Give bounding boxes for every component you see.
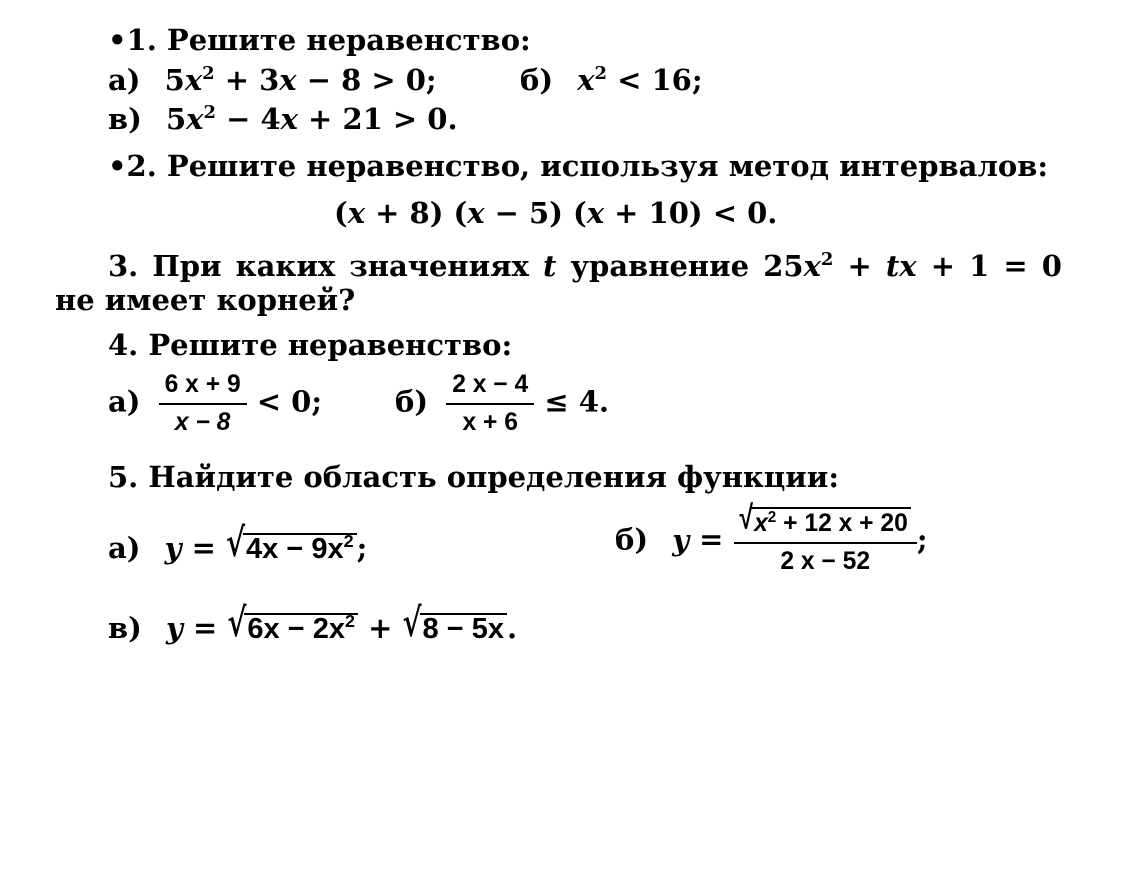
task1-b-var: x [577, 63, 595, 97]
task5-c-sup: 2 [344, 611, 355, 632]
task5-b-denominator: 2 x − 52 [780, 547, 871, 575]
task5-b-numerator [734, 499, 917, 544]
task5-item-b [615, 499, 928, 576]
task3-param: t [542, 249, 557, 283]
task1-c-label: в) [108, 102, 142, 136]
task4-b-numerator: 2 x − 4 [446, 370, 534, 405]
task5-a-end: ; [356, 531, 368, 565]
task3-text: + 1 = 0 [916, 249, 1062, 283]
task5-b-num-var: x [754, 510, 768, 537]
sqrt-icon: √ [739, 499, 754, 537]
task5-a-sup: 2 [343, 531, 354, 552]
task4-b-relation: ≤ 4. [544, 384, 610, 419]
task1-c-var2: x [280, 102, 298, 136]
task5-b-fraction [734, 499, 917, 576]
task1-a-term: + 3 [214, 63, 280, 97]
task4-item-a [108, 370, 322, 437]
task4-a-numerator: 6 x + 9 [159, 370, 247, 405]
task3-text: 3. При каких значениях [108, 249, 543, 283]
task4-a-relation: < 0; [256, 384, 323, 419]
task1-b-sup: 2 [594, 63, 607, 85]
task2-title: •2. Решите неравенство, используя метод интервалов: [108, 149, 1049, 183]
task1-c-sup: 2 [203, 102, 216, 124]
task4-a-denominator: x − 8 [174, 408, 231, 436]
task3-var: x [803, 249, 821, 283]
task5-a-y: y [164, 531, 182, 565]
task2-var: x [347, 196, 366, 230]
task4-item-b [395, 370, 609, 437]
task5-b-end: ; [916, 522, 928, 557]
task5-item-a [108, 519, 368, 566]
task4-b-fraction [446, 370, 534, 437]
task1-item-c [108, 102, 458, 136]
task3-text: уравнение 25 [556, 249, 804, 283]
task1-title: •1. Решите неравенство: [108, 23, 531, 57]
task2-var: x [586, 196, 605, 230]
task1-a-rest: − 8 > 0; [296, 63, 437, 97]
task5-a-eq: = [181, 531, 226, 565]
task5-c-y: y [165, 611, 183, 645]
task1-c-rest: + 21 > 0. [297, 102, 458, 136]
task5-b-num-sup: 2 [767, 508, 777, 526]
task5-b-num-rest: + 12 x + 20 [776, 510, 908, 537]
task1-item-a [108, 63, 437, 97]
task4-a-fraction [159, 370, 247, 437]
sqrt-icon: √ [402, 599, 422, 646]
task3-var: x [899, 249, 917, 283]
task3-param: t [885, 249, 900, 283]
task5-c-end: . [506, 611, 518, 645]
task3-line1 [108, 249, 1062, 283]
task2-var: x [467, 196, 485, 230]
task4-title: 4. Решите неравенство: [108, 328, 513, 362]
task5-a-label: а) [108, 531, 141, 565]
task5-c-eq: = [182, 611, 228, 645]
task5-b-y: y [672, 522, 690, 557]
task1-b-label: б) [520, 63, 554, 97]
task5-c-radicand-2: 8 − 5x [420, 613, 507, 644]
task2-term: + 10) < 0. [604, 196, 778, 230]
task1-a-var2: x [279, 63, 297, 97]
task5-c-label: в) [108, 611, 142, 645]
task5-b-label: б) [615, 522, 649, 557]
task1-a-coef: 5 [164, 63, 185, 97]
task2-expression [334, 196, 778, 230]
task1-c-coef: 5 [165, 102, 187, 136]
task2-term: + 8) ( [365, 196, 468, 230]
task5-title: 5. Найдите область определения функции: [108, 460, 840, 494]
task3-text: + [833, 249, 886, 283]
task4-a-label: а) [108, 384, 141, 419]
task5-a-radical [225, 519, 357, 566]
task1-c-term: − 4 [215, 102, 281, 136]
task1-a-label: а) [108, 63, 141, 97]
task2-term: − 5) ( [484, 196, 587, 230]
task2-paren: ( [334, 196, 348, 230]
task5-a-radicand: 4x − 9x [246, 533, 344, 565]
task1-item-b [520, 63, 703, 97]
task5-c-radical-1 [227, 599, 358, 646]
task1-a-sup: 2 [202, 63, 215, 85]
task1-c-var: x [186, 102, 204, 136]
sqrt-icon: √ [227, 599, 247, 646]
task4-b-label: б) [395, 384, 429, 419]
task3-line2: не имеет корней? [55, 283, 356, 317]
task1-b-rest: < 16; [607, 63, 703, 97]
task5-c-radical-2 [402, 599, 507, 646]
task5-c-radicand-1: 6x − 2x [247, 613, 345, 645]
task3-sup: 2 [820, 249, 834, 271]
task5-c-plus: + [357, 611, 403, 645]
task5-item-c [108, 599, 518, 646]
sqrt-icon: √ [225, 519, 246, 566]
task1-a-var: x [184, 63, 203, 97]
task4-b-denominator: x + 6 [462, 408, 518, 436]
task5-b-eq: = [689, 522, 734, 557]
